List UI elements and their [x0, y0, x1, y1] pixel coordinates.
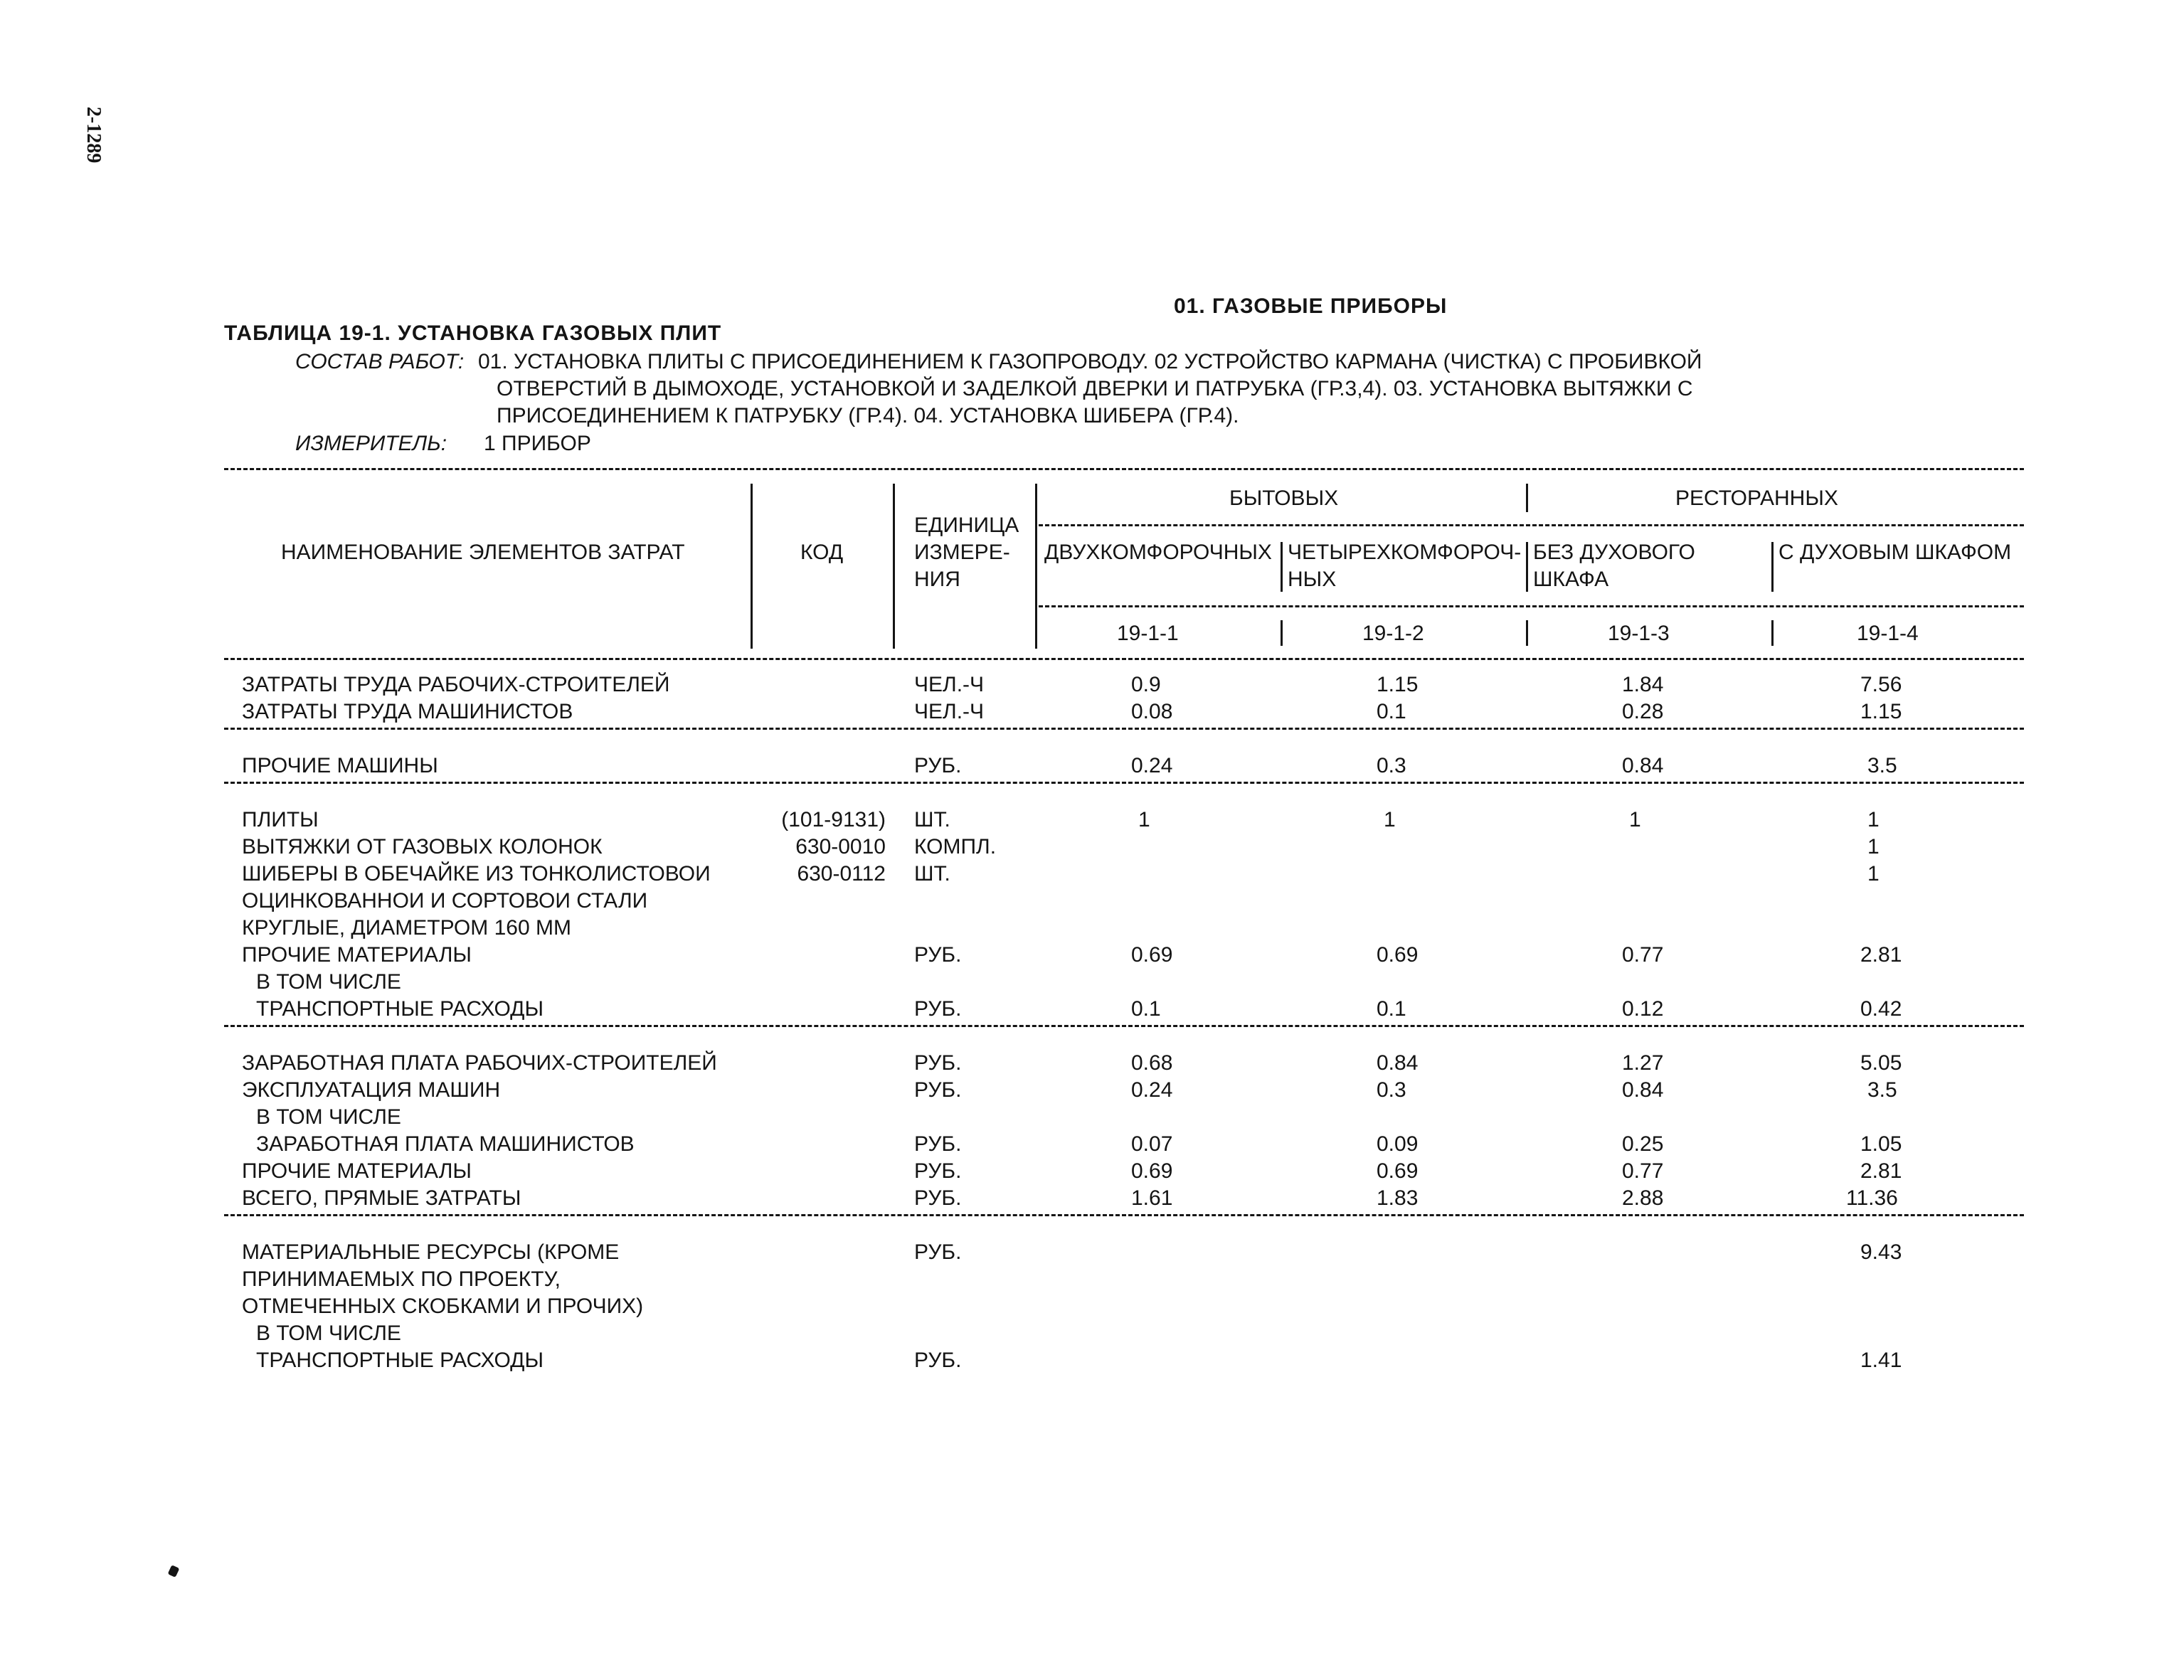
row-name: ПРИНИМАЕМЫХ ПО ПРОЕКТУ,	[242, 1267, 561, 1291]
row-value-4: 2.81	[1860, 943, 1902, 967]
row-code: 630-0112	[797, 862, 886, 886]
header-bottom-rule	[224, 658, 2024, 660]
header-code-19-1-3: 19-1-3	[1608, 622, 1670, 645]
row-value-2: 0.1	[1377, 997, 1406, 1021]
row-name: ПРОЧИЕ МАШИНЫ	[242, 754, 438, 777]
row-value-1: 1	[1138, 808, 1150, 831]
row-value-4: 1	[1867, 835, 1880, 858]
row-unit: КОМПЛ.	[914, 835, 997, 858]
col-divider-code	[751, 484, 753, 649]
row-value-2: 0.3	[1377, 754, 1406, 777]
composition-line-3: ПРИСОЕДИНЕНИЕМ К ПАТРУБКУ (ГР.4). 04. УСТАНОВКА ШИБЕРА (ГР.4).	[497, 404, 1239, 427]
composition-line-2: ОТВЕРСТИЙ В ДЫМОХОДЕ, УСТАНОВКОЙ И ЗАДЕЛКОЙ ДВЕРКИ И ПАТРУБКА (ГР.3,4). 03. УСТАНОВКА ВЫТЯЖКИ С	[497, 377, 1693, 400]
row-unit: РУБ.	[914, 1159, 962, 1183]
row-unit: ШТ.	[914, 862, 950, 886]
row-name: КРУГЛЫЕ, ДИАМЕТРОМ 160 ММ	[242, 916, 571, 940]
header-top-rule	[224, 468, 2024, 470]
row-name: ОЦИНКОВАННОИ И СОРТОВОИ СТАЛИ	[242, 889, 648, 913]
row-name: В ТОМ ЧИСЛЕ	[256, 1105, 401, 1129]
meter-label: ИЗМЕРИТЕЛЬ:	[295, 432, 447, 455]
header-unit-line-2: ИЗМЕРЕ-	[914, 541, 1010, 564]
row-value-1: 0.69	[1131, 943, 1173, 967]
row-name: ОТМЕЧЕННЫХ СКОБКАМИ И ПРОЧИХ)	[242, 1294, 644, 1318]
row-unit: ШТ.	[914, 808, 950, 831]
row-name: ЭКСПЛУАТАЦИЯ МАШИН	[242, 1078, 501, 1102]
row-unit: РУБ.	[914, 943, 962, 967]
code-divider-1	[1281, 620, 1283, 646]
row-value-3: 0.25	[1622, 1132, 1664, 1156]
row-name: ТРАНСПОРТНЫЕ РАСХОДЫ	[256, 1349, 544, 1372]
header-code-19-1-4: 19-1-4	[1857, 622, 1919, 645]
header-sub-rule	[1039, 605, 2024, 607]
sub-divider-2	[1526, 542, 1528, 592]
row-value-4: 2.81	[1860, 1159, 1902, 1183]
row-value-4: 3.5	[1867, 1078, 1897, 1102]
row-value-4: 1	[1867, 808, 1880, 831]
header-sub-four-burner-line-1: ЧЕТЫРЕХКОМФОРОЧ-	[1288, 541, 1522, 564]
row-value-3: 1.84	[1622, 673, 1664, 696]
row-value-3: 0.77	[1622, 1159, 1664, 1183]
row-value-1: 0.9	[1131, 673, 1161, 696]
row-name: ТРАНСПОРТНЫЕ РАСХОДЫ	[256, 997, 544, 1021]
row-value-4: 7.56	[1860, 673, 1902, 696]
code-divider-3	[1771, 620, 1774, 646]
row-value-2: 0.1	[1377, 700, 1406, 723]
row-code: 630-0010	[795, 835, 886, 858]
header-code-19-1-1: 19-1-1	[1117, 622, 1179, 645]
row-name: МАТЕРИАЛЬНЫЕ РЕСУРСЫ (КРОМЕ	[242, 1240, 620, 1264]
row-unit: РУБ.	[914, 1132, 962, 1156]
header-sub-no-oven-line-1: БЕЗ ДУХОВОГО	[1533, 541, 1695, 564]
row-value-3: 1.27	[1622, 1051, 1664, 1075]
row-value-3: 0.77	[1622, 943, 1664, 967]
row-value-1: 0.1	[1131, 997, 1161, 1021]
row-value-2: 0.84	[1377, 1051, 1419, 1075]
code-divider-2	[1526, 620, 1528, 646]
section-rule	[224, 1214, 2024, 1216]
table-title: ТАБЛИЦА 19-1. УСТАНОВКА ГАЗОВЫХ ПЛИТ	[224, 321, 722, 345]
section-rule	[224, 728, 2024, 730]
row-value-3: 1	[1629, 808, 1641, 831]
row-value-1: 0.07	[1131, 1132, 1173, 1156]
section-rule	[224, 1025, 2024, 1027]
row-unit: ЧЕЛ.-Ч	[914, 673, 985, 696]
row-unit: РУБ.	[914, 1349, 962, 1372]
row-name: ЗАРАБОТНАЯ ПЛАТА РАБОЧИХ-СТРОИТЕЛЕЙ	[242, 1051, 717, 1075]
row-value-4: 3.5	[1867, 754, 1897, 777]
row-value-4: 1.05	[1860, 1132, 1902, 1156]
row-unit: РУБ.	[914, 1240, 962, 1264]
row-name: В ТОМ ЧИСЛЕ	[256, 970, 401, 994]
row-value-2: 1.15	[1377, 673, 1419, 696]
row-value-1: 0.69	[1131, 1159, 1173, 1183]
header-code-column: КОД	[800, 541, 844, 564]
row-value-3: 0.12	[1622, 997, 1664, 1021]
row-value-4: 11.36	[1846, 1186, 1898, 1210]
row-code: (101-9131)	[781, 808, 886, 831]
composition-label: СОСТАВ РАБОТ:	[295, 350, 465, 373]
side-document-code: 2-1289	[83, 107, 105, 164]
header-group-restaurant: РЕСТОРАННЫХ	[1675, 487, 1838, 510]
sub-divider-1	[1281, 542, 1283, 592]
row-value-4: 1.15	[1860, 700, 1902, 723]
row-value-2: 0.69	[1377, 943, 1419, 967]
row-name: ВЫТЯЖКИ ОТ ГАЗОВЫХ КОЛОНОК	[242, 835, 603, 858]
row-value-3: 0.84	[1622, 1078, 1664, 1102]
row-name: ЗАРАБОТНАЯ ПЛАТА МАШИНИСТОВ	[256, 1132, 635, 1156]
row-value-1: 0.68	[1131, 1051, 1173, 1075]
row-value-4: 0.42	[1860, 997, 1902, 1021]
header-group-household: БЫТОВЫХ	[1229, 487, 1339, 510]
header-unit-line-1: ЕДИНИЦА	[914, 514, 1019, 537]
col-divider-unit	[893, 484, 895, 649]
row-value-2: 0.3	[1377, 1078, 1406, 1102]
header-name-column: НАИМЕНОВАНИЕ ЭЛЕМЕНТОВ ЗАТРАТ	[281, 541, 685, 564]
row-unit: РУБ.	[914, 1186, 962, 1210]
meter-value: 1 ПРИБОР	[484, 432, 591, 455]
row-name: ПРОЧИЕ МАТЕРИАЛЫ	[242, 1159, 472, 1183]
row-name: ЗАТРАТЫ ТРУДА МАШИНИСТОВ	[242, 700, 573, 723]
composition-line-1: 01. УСТАНОВКА ПЛИТЫ С ПРИСОЕДИНЕНИЕМ К ГАЗОПРОВОДУ. 02 УСТРОЙСТВО КАРМАНА (ЧИСТКА) С ПРОБИВКОЙ	[478, 350, 1702, 373]
row-value-4: 1.41	[1860, 1349, 1902, 1372]
row-value-2: 1	[1384, 808, 1396, 831]
header-sub-no-oven-line-2: ШКАФА	[1533, 568, 1609, 591]
col-divider-values	[1035, 484, 1037, 649]
section-rule	[224, 782, 2024, 784]
page-mark-icon	[168, 1565, 180, 1578]
row-name: ШИБЕРЫ В ОБЕЧАЙКЕ ИЗ ТОНКОЛИСТОВОИ	[242, 862, 711, 886]
row-value-4: 5.05	[1860, 1051, 1902, 1075]
row-value-3: 0.28	[1622, 700, 1664, 723]
row-name: ЗАТРАТЫ ТРУДА РАБОЧИХ-СТРОИТЕЛЕЙ	[242, 673, 670, 696]
row-value-1: 1.61	[1131, 1186, 1173, 1210]
header-unit-line-3: НИЯ	[914, 568, 960, 591]
row-unit: РУБ.	[914, 754, 962, 777]
row-value-2: 0.69	[1377, 1159, 1419, 1183]
row-value-4: 9.43	[1860, 1240, 1902, 1264]
row-value-4: 1	[1867, 862, 1880, 886]
row-unit: РУБ.	[914, 1051, 962, 1075]
row-name: ПЛИТЫ	[242, 808, 319, 831]
row-value-1: 0.24	[1131, 1078, 1173, 1102]
sub-divider-3	[1771, 542, 1774, 592]
row-value-3: 2.88	[1622, 1186, 1664, 1210]
row-value-1: 0.08	[1131, 700, 1173, 723]
row-name: В ТОМ ЧИСЛЕ	[256, 1322, 401, 1345]
section-title: 01. ГАЗОВЫЕ ПРИБОРЫ	[1174, 294, 1448, 318]
header-code-19-1-2: 19-1-2	[1362, 622, 1424, 645]
row-unit: РУБ.	[914, 1078, 962, 1102]
row-name: ПРОЧИЕ МАТЕРИАЛЫ	[242, 943, 472, 967]
row-value-1: 0.24	[1131, 754, 1173, 777]
row-unit: ЧЕЛ.-Ч	[914, 700, 985, 723]
header-group-rule	[1039, 524, 2024, 526]
header-sub-two-burner: ДВУХКОМФОРОЧНЫХ	[1044, 541, 1272, 564]
header-sub-four-burner-line-2: НЫХ	[1288, 568, 1337, 591]
row-value-2: 1.83	[1377, 1186, 1419, 1210]
row-value-3: 0.84	[1622, 754, 1664, 777]
header-sub-with-oven: С ДУХОВЫМ ШКАФОМ	[1779, 541, 2012, 564]
row-unit: РУБ.	[914, 997, 962, 1021]
row-name: ВСЕГО, ПРЯМЫЕ ЗАТРАТЫ	[242, 1186, 521, 1210]
group-divider	[1526, 484, 1528, 512]
row-value-2: 0.09	[1377, 1132, 1419, 1156]
